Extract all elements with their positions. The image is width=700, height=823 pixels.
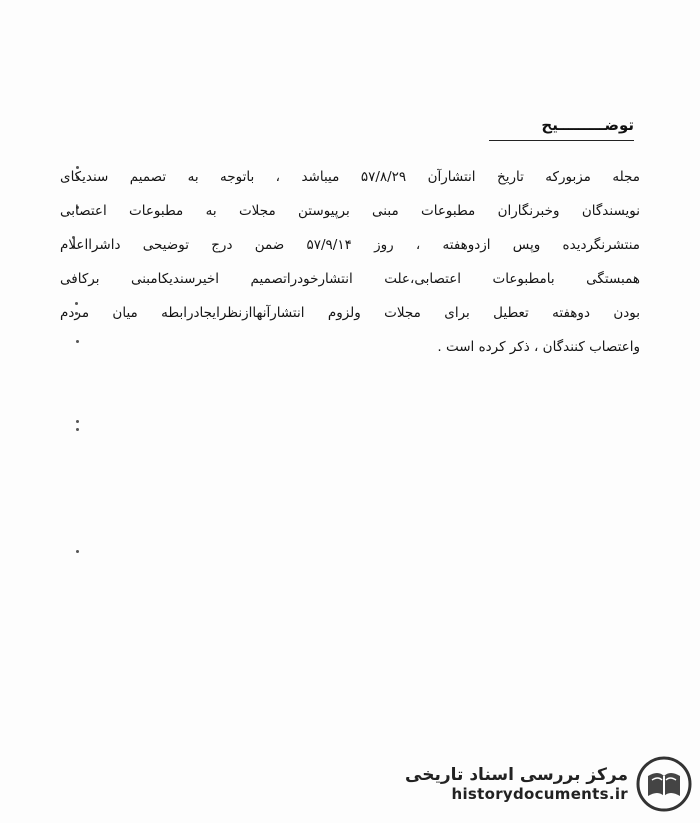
watermark-text	[405, 765, 628, 803]
scan-speck	[76, 428, 79, 431]
watermark-name: مرکز بررسی اسناد تاریخی	[405, 765, 628, 785]
open-book-logo-icon	[636, 756, 692, 812]
scan-speck	[76, 550, 79, 553]
document-body	[60, 160, 640, 364]
body-line: بودن دوهفته تعطیل برای مجلات ولزوم انتشارآنهاازنظرایجادرابطه میان مردم	[60, 305, 640, 321]
body-line: منتشرنگردیده وپس ازدوهفته ، روز ۵۷/۹/۱۴ ضمن درج توضیحی داشرااعلام	[60, 237, 640, 253]
scan-speck	[76, 420, 79, 423]
body-line: واعتصاب کنندگان ، ذکر کرده است .	[437, 339, 640, 355]
body-line: همبستگی بامطبوعات اعتصابی،علت انتشارخودراتصمیم اخیرسندیکامبنی برکافی	[60, 271, 640, 287]
watermark	[402, 753, 692, 815]
heading-underline	[489, 140, 634, 141]
document-heading: توضـــــــــیح	[541, 116, 634, 134]
body-line: نویسندگان وخبرنگاران مطبوعات مبنی برپیوستن مجلات به مطبوعات اعتصابی	[60, 203, 640, 219]
watermark-url: historydocuments.ir	[451, 785, 628, 803]
body-line: مجله مزبورکه تاریخ انتشارآن ۵۷/۸/۲۹ میباشد ، باتوجه به تصمیم سندیکای	[60, 169, 640, 185]
